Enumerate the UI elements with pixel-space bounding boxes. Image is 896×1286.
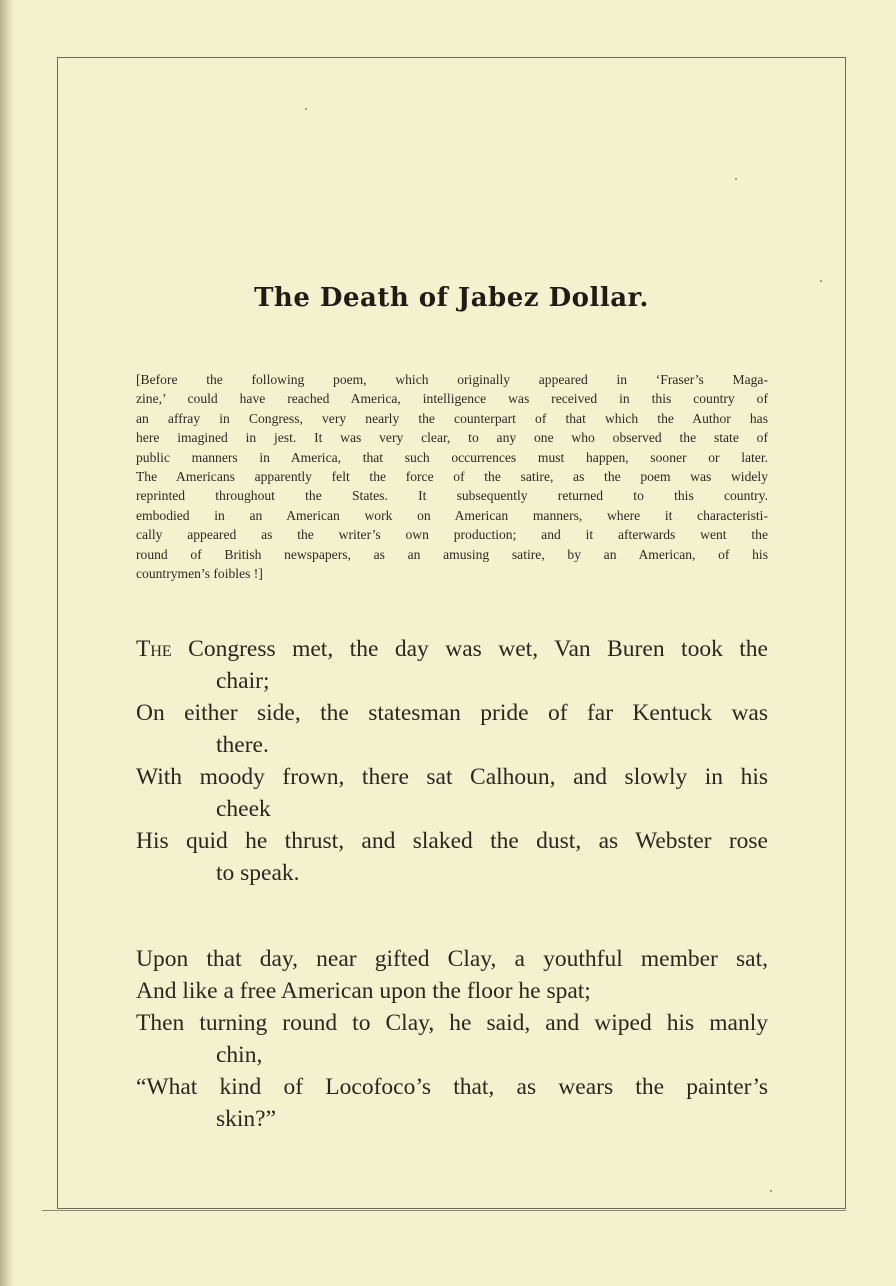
note-line: zine,’ could have reached America, intelligence was received in this country of bbox=[136, 391, 768, 407]
verse-continuation: there. bbox=[216, 732, 269, 758]
note-line: [Before the following poem, which originally appeared in ‘Fraser’s Maga- bbox=[136, 372, 768, 387]
note-line: reprinted throughout the States. It subsequently returned to this country. bbox=[136, 488, 768, 504]
verse-line bbox=[136, 825, 768, 889]
note-line: countrymen’s foibles !] bbox=[136, 566, 263, 582]
bottom-rule bbox=[42, 1210, 846, 1211]
note-line: public manners in America, that such occurrences must happen, sooner or later. bbox=[136, 449, 768, 465]
note-line: an affray in Congress, very nearly the counterpart of that which the Author has bbox=[136, 410, 768, 426]
verse-main: With moody frown, there sat Calhoun, and slowly in his bbox=[136, 764, 768, 790]
poem-body bbox=[136, 633, 768, 1135]
paper-speck bbox=[770, 1190, 772, 1192]
verse-line bbox=[136, 1071, 768, 1135]
verse-continuation: to speak. bbox=[216, 860, 300, 886]
note-line: The Americans apparently felt the force of the satire, as the poem was widely bbox=[136, 469, 768, 485]
binding-shadow bbox=[0, 0, 14, 1286]
note-line: cally appeared as the writer’s own production; and it afterwards went the bbox=[136, 527, 768, 543]
verse-line bbox=[136, 975, 768, 1007]
verse-main: On either side, the statesman pride of far Kentuck was bbox=[136, 700, 768, 726]
poem-title: The Death of Jabez Dollar. bbox=[254, 283, 649, 313]
verse-continuation: cheek bbox=[216, 796, 271, 822]
paper-speck bbox=[820, 280, 822, 282]
paper-speck bbox=[305, 108, 307, 110]
verse-main: Upon that day, near gifted Clay, a youthful member sat, bbox=[136, 946, 768, 972]
verse-main bbox=[136, 633, 768, 665]
verse-main: His quid he thrust, and slaked the dust, as Webster rose bbox=[136, 828, 768, 854]
verse-line bbox=[136, 633, 768, 697]
verse-continuation: chair; bbox=[216, 668, 270, 694]
verse-continuation: chin, bbox=[216, 1042, 263, 1068]
verse-initial-word: The bbox=[136, 636, 172, 662]
verse-continuation: skin?” bbox=[216, 1106, 277, 1132]
verse-line bbox=[136, 697, 768, 761]
stanza-gap bbox=[136, 889, 768, 943]
paper-speck bbox=[735, 178, 737, 180]
verse-line bbox=[136, 1007, 768, 1071]
verse-line bbox=[136, 943, 768, 975]
verse-main: “What kind of Locofoco’s that, as wears the painter’s bbox=[136, 1074, 768, 1100]
verse-main: And like a free American upon the floor he spat; bbox=[136, 978, 591, 1004]
verse-line bbox=[136, 761, 768, 825]
note-line: round of British newspapers, as an amusing satire, by an American, of his bbox=[136, 546, 768, 562]
verse-main: Then turning round to Clay, he said, and wiped his manly bbox=[136, 1010, 768, 1036]
verse-text: Congress met, the day was wet, Van Buren took the bbox=[171, 636, 768, 662]
note-line: embodied in an American work on American manners, where it characteristi- bbox=[136, 507, 768, 523]
editorial-note bbox=[136, 370, 768, 583]
note-line: here imagined in jest. It was very clear, to any one who observed the state of bbox=[136, 430, 768, 446]
